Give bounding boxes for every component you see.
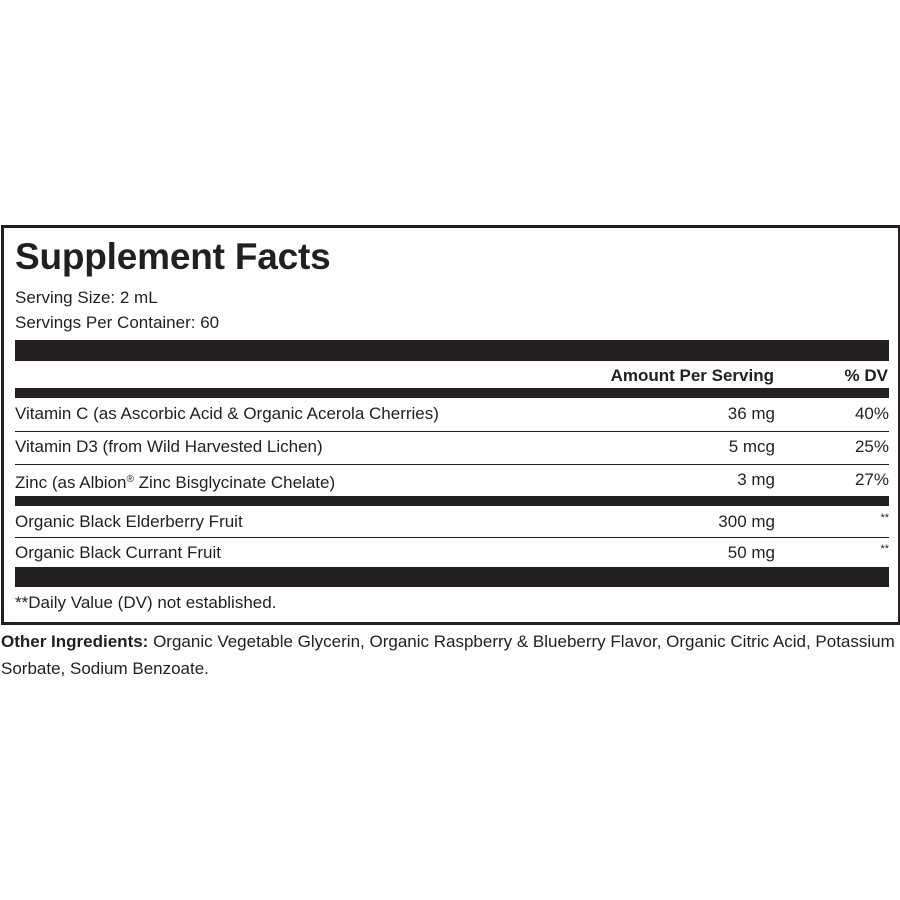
row-divider xyxy=(15,431,889,432)
nutrient-row-vitamin-d3 xyxy=(15,434,889,460)
other-ingredients-text: Organic Vegetable Glycerin, Organic Raspberry & Blueberry Flavor, Organic Citric Acid, Potassium Sorbate, Sodium Benzoate. xyxy=(1,632,895,678)
panel-title: Supplement Facts xyxy=(15,236,331,277)
nutrient-name: Vitamin C (as Ascorbic Acid & Organic Acerola Cherries) xyxy=(15,404,439,423)
nutrient-amount: 3 mg xyxy=(737,470,775,489)
column-header-amount: Amount Per Serving xyxy=(610,366,774,385)
nutrient-dv: 25% xyxy=(854,437,889,456)
nutrient-row-black-currant xyxy=(15,540,889,566)
servings-per-container: Servings Per Container: 60 xyxy=(15,313,220,332)
thick-divider-top xyxy=(15,340,889,361)
other-ingredients xyxy=(1,628,899,682)
nutrient-name: Organic Black Currant Fruit xyxy=(15,543,221,562)
nutrient-dv: 27% xyxy=(854,470,889,489)
nutrient-name: Vitamin D3 (from Wild Harvested Lichen) xyxy=(15,437,323,456)
other-ingredients-label: Other Ingredients: xyxy=(1,632,149,651)
nutrient-dv: ** xyxy=(880,543,889,555)
nutrient-amount: 5 mcg xyxy=(728,437,775,456)
thick-divider-bottom xyxy=(15,567,889,587)
row-divider xyxy=(15,537,889,538)
divider-under-header xyxy=(15,388,889,398)
nutrient-name-prefix: Zinc (as Albion xyxy=(15,473,127,492)
row-divider xyxy=(15,464,889,465)
nutrient-row-elderberry xyxy=(15,509,889,535)
nutrient-row-vitamin-c xyxy=(15,401,889,427)
nutrient-row-zinc xyxy=(15,467,889,493)
column-header-dv: % DV xyxy=(844,366,888,385)
nutrient-name: Organic Black Elderberry Fruit xyxy=(15,512,243,531)
nutrient-name-suffix: Zinc Bisglycinate Chelate) xyxy=(133,473,336,492)
registered-mark: ® xyxy=(126,474,134,485)
nutrient-amount: 50 mg xyxy=(727,543,775,562)
nutrient-name xyxy=(15,467,335,496)
supplement-facts-panel xyxy=(1,225,900,625)
nutrient-amount: 300 mg xyxy=(718,512,775,531)
nutrient-dv: 40% xyxy=(854,404,889,423)
daily-value-footnote: **Daily Value (DV) not established. xyxy=(15,593,277,612)
nutrient-dv: ** xyxy=(880,512,889,524)
nutrient-amount: 36 mg xyxy=(727,404,775,423)
serving-size: Serving Size: 2 mL xyxy=(15,288,158,307)
divider-between-groups xyxy=(15,496,889,506)
